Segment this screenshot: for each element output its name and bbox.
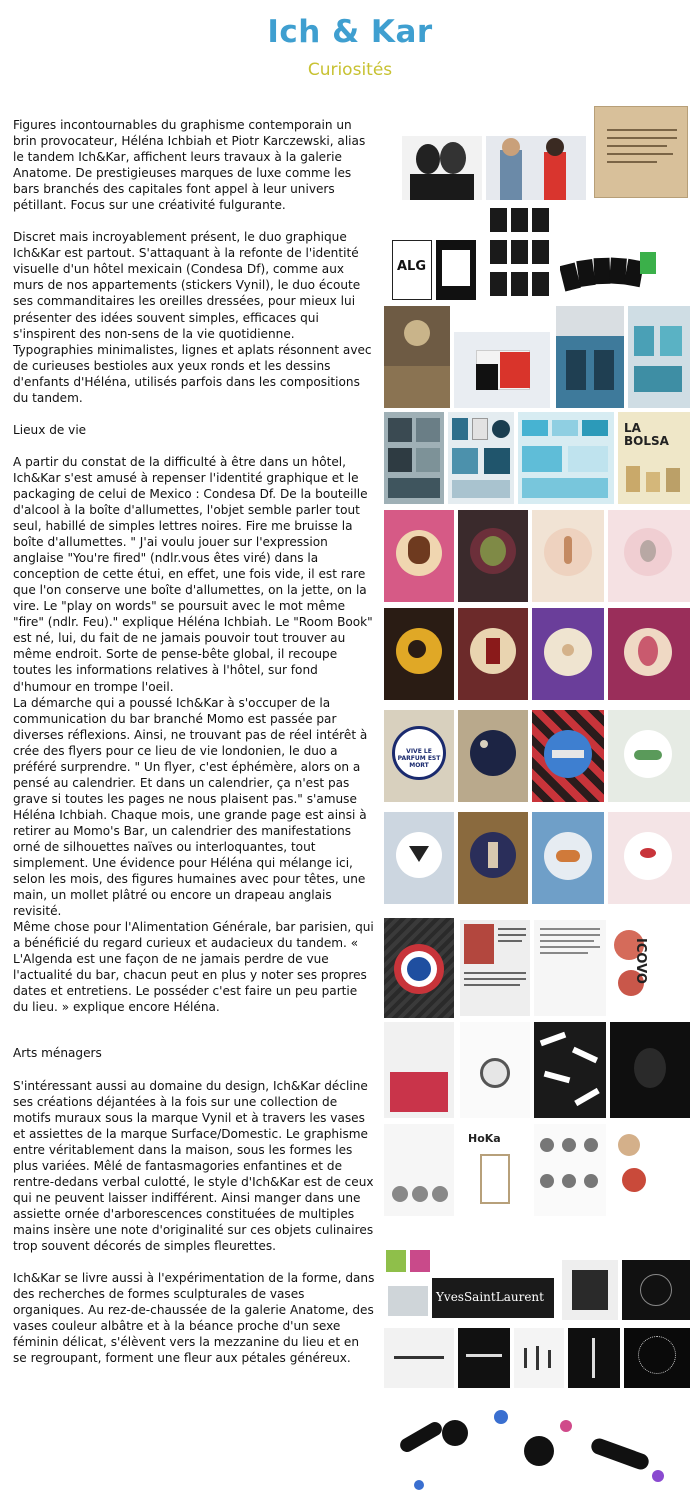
- duo-photo: [486, 136, 586, 200]
- hoka-label: HoKa: [468, 1132, 501, 1145]
- vases-black-3: [568, 1328, 620, 1388]
- calendar-poster-grenade: [458, 510, 528, 602]
- book-spread: [384, 1022, 454, 1118]
- calendar-poster-leaves: [608, 710, 690, 802]
- ysl-label: YvesSaintLaurent: [436, 1290, 544, 1304]
- article-text: [13, 117, 375, 1366]
- calendar-poster-night: [458, 710, 528, 802]
- calendar-poster-triangle: [384, 812, 454, 904]
- calendar-poster-figure: [458, 812, 528, 904]
- calendar-poster-hair: [384, 510, 454, 602]
- calendar-poster-gold: [384, 608, 454, 700]
- necklace-photo: [624, 1328, 690, 1388]
- alg-booklet-white: [392, 240, 432, 300]
- page-title: Ich & Kar: [267, 14, 433, 50]
- shop-photo: [628, 306, 690, 408]
- storefront-photo: [556, 306, 624, 408]
- section-heading-lieux-de-vie: Lieux de vie: [13, 422, 87, 437]
- watches-photo: [460, 1022, 530, 1118]
- hoka-frame: [460, 1124, 530, 1216]
- hand-rings-illustration: [384, 1390, 690, 1510]
- alg-booklet-black: [436, 240, 476, 300]
- text-page: [534, 920, 606, 1016]
- ysl-spread: [388, 1278, 554, 1322]
- paragraph-3: La démarche qui a poussé Ich&Kar à s'occuper de la communication du bar branché Momo est passée par diverses réflexions. Ainsi, ne trouvant pas de réel intérêt à crée des flyers pour ce lieu de vie londonien, le duo a préféré surprendre. " Un flyer, c'est éphémère, alors on a pensé au calendrier. Et dans un calendrier, ça n'est pas grave si toutes les pages ne nous plaisent pas." s'amuse Héléna Ichbiah. Chaque mois, une grande page est ainsi à retirer au Momo's Bar, un calendrier des manifestations orné de silhouettes naïves ou interloquantes, tout simplement. Une évidence pour Héléna qui mélange ici, selon les mois, des figures humaines avec pour têtes, une main, un mollet plâtré ou encore un drapeau anglais revisité.: [13, 695, 368, 919]
- parfum-label: VIVE LE PARFUM EST MORT: [397, 748, 441, 769]
- identity-grid-1: [384, 412, 444, 504]
- calendar-poster-key: [458, 608, 528, 700]
- black-vase-photo: [610, 1022, 690, 1118]
- alg-label: ALG: [397, 259, 427, 274]
- paragraph-4: Même chose pour l'Alimentation Générale, bar parisien, qui a bénéficié du regard curieux et audacieux du tandem. « L'Algenda est une façon de ne jamais perdre de vue l'actualité du bar, chacun peut en plus y noter ses propres dates et entretiens. Le posséder c'est faire un peu partie du lieu. » explique encore Héléna.: [13, 920, 374, 1015]
- la-bolsa-label: LA BOLSA: [624, 421, 669, 448]
- illustration-collage: [610, 1124, 690, 1216]
- image-collage: [384, 100, 694, 1510]
- calendar-poster-purple: [532, 608, 604, 700]
- calendar-poster-magenta: [608, 608, 690, 700]
- calendar-poster-lips: [608, 812, 690, 904]
- identity-grid-2: [448, 412, 514, 504]
- paragraph-2: A partir du constat de la difficulté à être dans un hôtel, Ich&Kar s'est amusé à repenser l'identité graphique et le packaging de celui de Mexico : Condesa Df. De la bouteille d'alcool à la boîte d'allumettes, l'objet semble parler tout seul, habillé de simples lettres noires. Fire me bruisse la boîte d'allumettes. " J'ai voulu jouer sur l'expression anglaise "You're fired" (ndlr.vous êtes viré) dans la conception de cette étui, en effet, une fois vide, il est rare que l'on conserve une boîte d'allumettes, on la jette, on la vire. Le "play on words" se poursuit avec le mot même "fire" (ndlr. Feu)." explique Héléna Ichbiah. Le "Room Book" est né, lui, du fait de ne jamais pouvoir tout trouver au même endroit. Sorte de pense-bête global, il recoupe toutes les informations relatives à l'hôtel, sur fond d'humour en trompe l'oeil.: [13, 454, 373, 694]
- watch-catalogue: [384, 1124, 454, 1216]
- vases-light: [514, 1328, 564, 1388]
- page-subtitle: Curiosités: [307, 60, 393, 80]
- room-book-pages: [460, 920, 530, 1016]
- calendar-poster-parfum: [384, 710, 454, 802]
- paragraph-6: Ich&Kar se livre aussi à l'expérimentation de la forme, dans des recherches de formes sculpturales de vases organiques. Au rez-de-chaussée de la galerie Anatome, des vases couleur albâtre et à la béance proche d'un sexe féminin délicat, s'élèvent vers la mezzanine du lieu et en se regroupant, forment une fleur aux pétales généreux.: [13, 1271, 375, 1366]
- intro-paragraph: Figures incontournables du graphisme contemporain un brin provocateur, Héléna Ichbiah et Piotr Karczewski, alias le tandem Ich&Kar, affichent leurs travaux à la galerie Anatome. De prestigieuses marques de luxe comme les bars branchés des capitales font appel à leur univers pétillant. Focus sur une créativité fulgurante.: [13, 118, 366, 213]
- portrait-photo: [402, 136, 482, 200]
- vases-dark-1: [384, 1328, 454, 1388]
- envelope-photo: [594, 106, 688, 198]
- calendar-poster-bird: [532, 812, 604, 904]
- hands-pattern: [534, 1022, 606, 1118]
- captain-shield-poster: [384, 918, 454, 1018]
- paragraph-5: S'intéressant aussi au domaine du design, Ich&Kar décline ses créations déjantées à la fois sur une collection de motifs muraux sous la marque Vynil et à travers les vases et assiettes de la marque Surface/Domestic. Le graphisme entre véritablement dans la maison, sous les formes les plus variées. Mêlé de fantasmagories enfantines et de rentre-dedans verbal culotté, le style d'Ich&Kar est de ceux qui ne peuvent laisser indifférent. Ainsi manger dans une assiette ornée d'arborescences constituées de multiples mains insère une note d'originalité sur ces objets culinaires trop souvent décorés de simples fleurettes.: [13, 1078, 374, 1253]
- black-box-photo: [562, 1260, 618, 1320]
- calendar-poster-gun: [532, 710, 604, 802]
- hotel-interior-photo: [384, 306, 450, 408]
- la-bolsa-packaging: [618, 412, 690, 504]
- icovo-plate: [610, 920, 690, 1016]
- matchbox-photo: [454, 332, 550, 408]
- vases-dark-2: [458, 1328, 510, 1388]
- icovo-label: ICOVO: [633, 938, 648, 984]
- alg-cards-fan: [560, 250, 660, 298]
- color-swatches: [386, 1250, 432, 1274]
- section-heading-arts-menagers: Arts ménagers: [13, 1046, 102, 1061]
- calendar-poster-bottle: [532, 510, 604, 602]
- black-circle-box: [622, 1260, 690, 1320]
- alg-stickers-grid: [490, 240, 552, 300]
- paragraph-1: Discret mais incroyablement présent, le duo graphique Ich&Kar est partout. S'attaquant à la refonte de l'identité visuelle d'un hôtel mexicain (Condesa Df), comme aux murs de nos appartements (stickers Vynil), le duo écoute ses commanditaires les oreilles dressées, pour mieux lui présenter des idées souvent simples, efficaces qui s'inspirent des non-sens de la vie quotidienne. Typographies minimalistes, lignes et aplats résonnent avec de curieuses bestioles aux yeux ronds et les dessins d'enfants d'Héléna, utilisés parfois dans les compositions du tandem.: [13, 230, 372, 405]
- watches-grid: [534, 1124, 606, 1216]
- calendar-poster-drop: [608, 510, 690, 602]
- alg-stickers-top: [490, 208, 552, 234]
- identity-grid-3: [518, 412, 614, 504]
